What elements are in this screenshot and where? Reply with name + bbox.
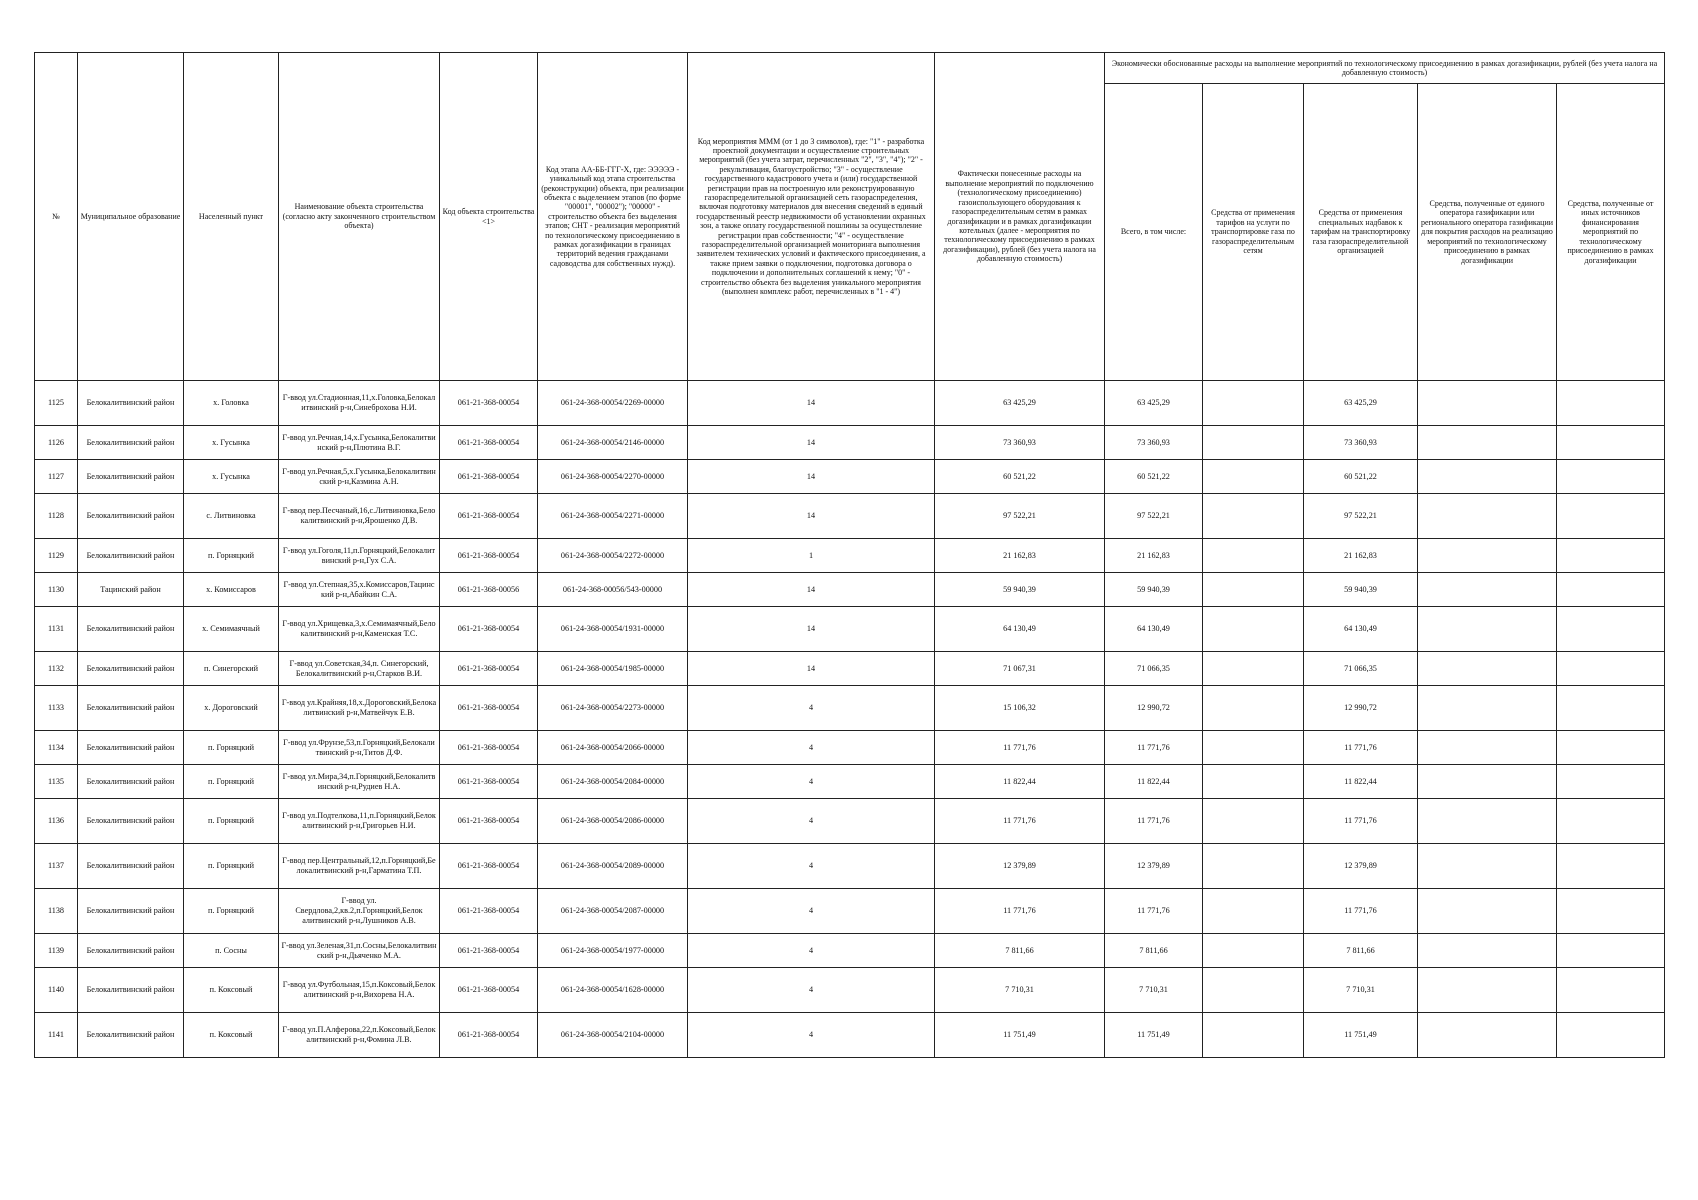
operator-funds-cell bbox=[1418, 426, 1557, 460]
header-total: Всего, в том числе: bbox=[1105, 84, 1203, 381]
object-name-cell: Г-ввод ул.Крайняя,18,х.Дороговский,Белока литвинский р-н,Матвейчук Е.В. bbox=[279, 686, 440, 731]
stage-code-cell: 061-24-368-00054/2146-00000 bbox=[538, 426, 688, 460]
settlement-cell: п. Горняцкий bbox=[184, 799, 279, 844]
other-sources-cell bbox=[1557, 889, 1665, 934]
activity-code-cell: 14 bbox=[688, 494, 935, 539]
table-row bbox=[35, 765, 1665, 799]
settlement-cell: п. Горняцкий bbox=[184, 844, 279, 889]
table-row bbox=[35, 799, 1665, 844]
actual-costs-cell: 59 940,39 bbox=[935, 573, 1105, 607]
tariff-transport-cell bbox=[1203, 573, 1304, 607]
total-cell: 11 751,49 bbox=[1105, 1013, 1203, 1058]
row-no-cell: 1137 bbox=[35, 844, 78, 889]
tariff-transport-cell bbox=[1203, 539, 1304, 573]
row-no-cell: 1129 bbox=[35, 539, 78, 573]
actual-costs-cell: 15 106,32 bbox=[935, 686, 1105, 731]
settlement-cell: х. Гусынка bbox=[184, 460, 279, 494]
object-code-cell: 061-21-368-00054 bbox=[440, 460, 538, 494]
object-code-cell: 061-21-368-00054 bbox=[440, 539, 538, 573]
total-cell: 7 710,31 bbox=[1105, 968, 1203, 1013]
operator-funds-cell bbox=[1418, 494, 1557, 539]
total-cell: 7 811,66 bbox=[1105, 934, 1203, 968]
total-cell: 12 379,89 bbox=[1105, 844, 1203, 889]
activity-code-cell: 4 bbox=[688, 686, 935, 731]
actual-costs-cell: 7 811,66 bbox=[935, 934, 1105, 968]
row-no-cell: 1135 bbox=[35, 765, 78, 799]
municipality-cell: Белокалитвинский район bbox=[78, 934, 184, 968]
header-object-name: Наименование объекта строительства (согласно акту законченного строительством объекта) bbox=[279, 53, 440, 381]
operator-funds-cell bbox=[1418, 844, 1557, 889]
special-surcharge-cell: 7 811,66 bbox=[1304, 934, 1418, 968]
settlement-cell: п. Синегорский bbox=[184, 652, 279, 686]
table-row bbox=[35, 889, 1665, 934]
stage-code-cell: 061-24-368-00054/2270-00000 bbox=[538, 460, 688, 494]
row-no-cell: 1125 bbox=[35, 381, 78, 426]
table-row bbox=[35, 381, 1665, 426]
stage-code-cell: 061-24-368-00054/2272-00000 bbox=[538, 539, 688, 573]
object-code-cell: 061-21-368-00054 bbox=[440, 607, 538, 652]
object-code-cell: 061-21-368-00054 bbox=[440, 968, 538, 1013]
table-row bbox=[35, 934, 1665, 968]
settlement-cell: п. Коксовый bbox=[184, 1013, 279, 1058]
operator-funds-cell bbox=[1418, 968, 1557, 1013]
table-row bbox=[35, 844, 1665, 889]
special-surcharge-cell: 11 822,44 bbox=[1304, 765, 1418, 799]
municipality-cell: Белокалитвинский район bbox=[78, 889, 184, 934]
special-surcharge-cell: 11 771,76 bbox=[1304, 731, 1418, 765]
object-code-cell: 061-21-368-00054 bbox=[440, 731, 538, 765]
operator-funds-cell bbox=[1418, 889, 1557, 934]
special-surcharge-cell: 59 940,39 bbox=[1304, 573, 1418, 607]
stage-code-cell: 061-24-368-00054/2086-00000 bbox=[538, 799, 688, 844]
special-surcharge-cell: 73 360,93 bbox=[1304, 426, 1418, 460]
other-sources-cell bbox=[1557, 426, 1665, 460]
header-object-code: Код объекта строительства <1> bbox=[440, 53, 538, 381]
settlement-cell: п. Сосны bbox=[184, 934, 279, 968]
row-no-cell: 1138 bbox=[35, 889, 78, 934]
total-cell: 11 771,76 bbox=[1105, 731, 1203, 765]
stage-code-cell: 061-24-368-00054/2104-00000 bbox=[538, 1013, 688, 1058]
object-name-cell: Г-ввод пер.Центральный,12,п.Горняцкий,Бе локалитвинский р-н,Гарматина Т.П. bbox=[279, 844, 440, 889]
other-sources-cell bbox=[1557, 799, 1665, 844]
object-name-cell: Г-ввод ул.Речная,5,х.Гусынка,Белокалитвин ский р-н,Казмина А.Н. bbox=[279, 460, 440, 494]
object-name-cell: Г-ввод ул.Фрунзе,53,п.Горняцкий,Белокали твинский р-н,Титов Д.Ф. bbox=[279, 731, 440, 765]
settlement-cell: п. Коксовый bbox=[184, 968, 279, 1013]
object-code-cell: 061-21-368-00056 bbox=[440, 573, 538, 607]
special-surcharge-cell: 63 425,29 bbox=[1304, 381, 1418, 426]
object-code-cell: 061-21-368-00054 bbox=[440, 686, 538, 731]
object-code-cell: 061-21-368-00054 bbox=[440, 494, 538, 539]
other-sources-cell bbox=[1557, 968, 1665, 1013]
settlement-cell: х. Гусынка bbox=[184, 426, 279, 460]
settlement-cell: с. Литвиновка bbox=[184, 494, 279, 539]
actual-costs-cell: 60 521,22 bbox=[935, 460, 1105, 494]
activity-code-cell: 14 bbox=[688, 426, 935, 460]
actual-costs-cell: 97 522,21 bbox=[935, 494, 1105, 539]
other-sources-cell bbox=[1557, 934, 1665, 968]
actual-costs-cell: 11 771,76 bbox=[935, 731, 1105, 765]
row-no-cell: 1130 bbox=[35, 573, 78, 607]
operator-funds-cell bbox=[1418, 1013, 1557, 1058]
operator-funds-cell bbox=[1418, 460, 1557, 494]
other-sources-cell bbox=[1557, 844, 1665, 889]
municipality-cell: Белокалитвинский район bbox=[78, 539, 184, 573]
activity-code-cell: 4 bbox=[688, 934, 935, 968]
tariff-transport-cell bbox=[1203, 934, 1304, 968]
object-name-cell: Г-ввод ул.Мира,34,п.Горняцкий,Белокалитв инский р-н,Рудиев Н.А. bbox=[279, 765, 440, 799]
tariff-transport-cell bbox=[1203, 1013, 1304, 1058]
operator-funds-cell bbox=[1418, 799, 1557, 844]
row-no-cell: 1127 bbox=[35, 460, 78, 494]
tariff-transport-cell bbox=[1203, 799, 1304, 844]
object-name-cell: Г-ввод ул.Футбольная,15,п.Коксовый,Белок алитвинский р-н,Вихорева Н.А. bbox=[279, 968, 440, 1013]
special-surcharge-cell: 12 379,89 bbox=[1304, 844, 1418, 889]
object-name-cell: Г-ввод ул.Стадионная,11,х.Головка,Белокал итвинский р-н,Синеброхова Н.И. bbox=[279, 381, 440, 426]
object-code-cell: 061-21-368-00054 bbox=[440, 381, 538, 426]
stage-code-cell: 061-24-368-00054/1931-00000 bbox=[538, 607, 688, 652]
header-no: № bbox=[35, 53, 78, 381]
other-sources-cell bbox=[1557, 686, 1665, 731]
total-cell: 64 130,49 bbox=[1105, 607, 1203, 652]
header-settlement: Населенный пункт bbox=[184, 53, 279, 381]
tariff-transport-cell bbox=[1203, 731, 1304, 765]
tariff-transport-cell bbox=[1203, 765, 1304, 799]
stage-code-cell: 061-24-368-00054/1977-00000 bbox=[538, 934, 688, 968]
total-cell: 59 940,39 bbox=[1105, 573, 1203, 607]
other-sources-cell bbox=[1557, 494, 1665, 539]
settlement-cell: х. Семимаячный bbox=[184, 607, 279, 652]
tariff-transport-cell bbox=[1203, 460, 1304, 494]
actual-costs-cell: 63 425,29 bbox=[935, 381, 1105, 426]
row-no-cell: 1131 bbox=[35, 607, 78, 652]
table-row bbox=[35, 968, 1665, 1013]
other-sources-cell bbox=[1557, 607, 1665, 652]
municipality-cell: Белокалитвинский район bbox=[78, 381, 184, 426]
tariff-transport-cell bbox=[1203, 652, 1304, 686]
operator-funds-cell bbox=[1418, 686, 1557, 731]
table-row bbox=[35, 494, 1665, 539]
actual-costs-cell: 11 751,49 bbox=[935, 1013, 1105, 1058]
object-code-cell: 061-21-368-00054 bbox=[440, 765, 538, 799]
table-body bbox=[35, 381, 1665, 1058]
row-no-cell: 1140 bbox=[35, 968, 78, 1013]
object-code-cell: 061-21-368-00054 bbox=[440, 889, 538, 934]
header-special-surcharge: Средства от применения специальных надбавок к тарифам на транспортировку газа газораспределительной организацией bbox=[1304, 84, 1418, 381]
total-cell: 21 162,83 bbox=[1105, 539, 1203, 573]
total-cell: 11 771,76 bbox=[1105, 889, 1203, 934]
document-sheet bbox=[34, 52, 1664, 1058]
header-tariff-transport: Средства от применения тарифов на услуги по транспортировке газа по газораспределительным сетям bbox=[1203, 84, 1304, 381]
stage-code-cell: 061-24-368-00054/2066-00000 bbox=[538, 731, 688, 765]
total-cell: 63 425,29 bbox=[1105, 381, 1203, 426]
tariff-transport-cell bbox=[1203, 686, 1304, 731]
municipality-cell: Белокалитвинский район bbox=[78, 799, 184, 844]
municipality-cell: Белокалитвинский район bbox=[78, 1013, 184, 1058]
header-operator-funds: Средства, полученные от единого оператора газификации или регионального оператора газификации для покрытия расходов на реализацию мероприятий по технологическому присоединению в рамках догазификации bbox=[1418, 84, 1557, 381]
row-no-cell: 1128 bbox=[35, 494, 78, 539]
actual-costs-cell: 12 379,89 bbox=[935, 844, 1105, 889]
settlement-cell: х. Дороговский bbox=[184, 686, 279, 731]
operator-funds-cell bbox=[1418, 539, 1557, 573]
table-row bbox=[35, 426, 1665, 460]
total-cell: 73 360,93 bbox=[1105, 426, 1203, 460]
activity-code-cell: 4 bbox=[688, 731, 935, 765]
municipality-cell: Белокалитвинский район bbox=[78, 731, 184, 765]
object-name-cell: Г-ввод ул.Зеленая,31,п.Сосны,Белокалитвин ский р-н,Дьяченко М.А. bbox=[279, 934, 440, 968]
row-no-cell: 1132 bbox=[35, 652, 78, 686]
tariff-transport-cell bbox=[1203, 844, 1304, 889]
header-activity-code: Код мероприятия МММ (от 1 до 3 символов), где: "1" - разработка проектной документации и осуществление строительных мероприятий (без учета затрат, перечисленных "2", "3", "4"); "2" - рекультивация, благоустройство; "3" - осуществление государственного кадастрового учета и (или) государственной регистрации прав на построенную или реконструированную газораспределительной организацией сеть газораспределения, включая подготовку материалов для внесения сведений в единый государственный реестр недвижимости об установлении охранных зон, а также оплату государственной пошлины за осуществление регистрации прав собственности; "4" - осуществление газораспределительной организацией мониторинга выполнения заявителем технических условий и фактического присоединения, а также прием заявки о подключении, подготовка договора о подключении и дополнительных соглашений к нему; "0" - строительство объекта без выделения уникального мероприятия (выполнен комплекс работ, перечисленных в "1 - 4") bbox=[688, 53, 935, 381]
stage-code-cell: 061-24-368-00054/2084-00000 bbox=[538, 765, 688, 799]
special-surcharge-cell: 60 521,22 bbox=[1304, 460, 1418, 494]
row-no-cell: 1134 bbox=[35, 731, 78, 765]
tariff-transport-cell bbox=[1203, 968, 1304, 1013]
object-code-cell: 061-21-368-00054 bbox=[440, 844, 538, 889]
other-sources-cell bbox=[1557, 765, 1665, 799]
total-cell: 71 066,35 bbox=[1105, 652, 1203, 686]
activity-code-cell: 4 bbox=[688, 799, 935, 844]
header-econ-group: Экономически обоснованные расходы на выполнение мероприятий по технологическому присоединению в рамках догазификации, рублей (без учета налога на добавленную стоимость) bbox=[1105, 53, 1665, 84]
table-row bbox=[35, 731, 1665, 765]
actual-costs-cell: 73 360,93 bbox=[935, 426, 1105, 460]
table-row bbox=[35, 539, 1665, 573]
row-no-cell: 1139 bbox=[35, 934, 78, 968]
settlement-cell: п. Горняцкий bbox=[184, 889, 279, 934]
operator-funds-cell bbox=[1418, 652, 1557, 686]
municipality-cell: Белокалитвинский район bbox=[78, 426, 184, 460]
object-name-cell: Г-ввод ул.П.Алферова,22,п.Коксовый,Белок алитвинский р-н,Фомина Л.В. bbox=[279, 1013, 440, 1058]
special-surcharge-cell: 7 710,31 bbox=[1304, 968, 1418, 1013]
activity-code-cell: 14 bbox=[688, 652, 935, 686]
municipality-cell: Тацинский район bbox=[78, 573, 184, 607]
table-row bbox=[35, 652, 1665, 686]
operator-funds-cell bbox=[1418, 573, 1557, 607]
actual-costs-cell: 11 771,76 bbox=[935, 799, 1105, 844]
other-sources-cell bbox=[1557, 539, 1665, 573]
settlement-cell: п. Горняцкий bbox=[184, 731, 279, 765]
activity-code-cell: 4 bbox=[688, 844, 935, 889]
settlement-cell: п. Горняцкий bbox=[184, 765, 279, 799]
municipality-cell: Белокалитвинский район bbox=[78, 460, 184, 494]
table-row bbox=[35, 573, 1665, 607]
header-actual-costs: Фактически понесенные расходы на выполнение мероприятий по подключению (технологическому присоединению) газоиспользующего оборудования к газораспределительным сетям в рамках догазификации и в рамках догазификации котельных (далее - мероприятия по технологическому присоединению в рамках догазификации), рублей (без учета налога на добавленную стоимость) bbox=[935, 53, 1105, 381]
tariff-transport-cell bbox=[1203, 889, 1304, 934]
actual-costs-cell: 11 771,76 bbox=[935, 889, 1105, 934]
settlement-cell: п. Горняцкий bbox=[184, 539, 279, 573]
operator-funds-cell bbox=[1418, 731, 1557, 765]
tariff-transport-cell bbox=[1203, 494, 1304, 539]
header-stage-code: Код этапа АА-ББ-ГГГ-Х, где: ЭЭЭЭЭ - уникальный код этапа строительства (реконструкции) объекта, при реализации объекта с выделением этапов (по форме "00001", "00002"); "00000" - строительство объекта без выделения этапов; СНТ - реализация мероприятий по технологическому присоединению в рамках догазификации в границах территорий ведения гражданами садоводства для собственных нужд). bbox=[538, 53, 688, 381]
object-name-cell: Г-ввод ул.Хрищевка,3,х.Семимаячный,Бело калитвинский р-н,Каменская Т.С. bbox=[279, 607, 440, 652]
object-code-cell: 061-21-368-00054 bbox=[440, 426, 538, 460]
municipality-cell: Белокалитвинский район bbox=[78, 968, 184, 1013]
municipality-cell: Белокалитвинский район bbox=[78, 844, 184, 889]
stage-code-cell: 061-24-368-00054/1628-00000 bbox=[538, 968, 688, 1013]
special-surcharge-cell: 21 162,83 bbox=[1304, 539, 1418, 573]
special-surcharge-cell: 71 066,35 bbox=[1304, 652, 1418, 686]
municipality-cell: Белокалитвинский район bbox=[78, 652, 184, 686]
special-surcharge-cell: 11 771,76 bbox=[1304, 889, 1418, 934]
table-row bbox=[35, 1013, 1665, 1058]
row-no-cell: 1133 bbox=[35, 686, 78, 731]
settlement-cell: х. Головка bbox=[184, 381, 279, 426]
total-cell: 12 990,72 bbox=[1105, 686, 1203, 731]
municipality-cell: Белокалитвинский район bbox=[78, 607, 184, 652]
object-code-cell: 061-21-368-00054 bbox=[440, 799, 538, 844]
total-cell: 11 771,76 bbox=[1105, 799, 1203, 844]
connection-costs-table bbox=[34, 52, 1665, 1058]
other-sources-cell bbox=[1557, 573, 1665, 607]
row-no-cell: 1136 bbox=[35, 799, 78, 844]
municipality-cell: Белокалитвинский район bbox=[78, 494, 184, 539]
municipality-cell: Белокалитвинский район bbox=[78, 765, 184, 799]
activity-code-cell: 14 bbox=[688, 460, 935, 494]
other-sources-cell bbox=[1557, 460, 1665, 494]
total-cell: 11 822,44 bbox=[1105, 765, 1203, 799]
special-surcharge-cell: 12 990,72 bbox=[1304, 686, 1418, 731]
actual-costs-cell: 7 710,31 bbox=[935, 968, 1105, 1013]
operator-funds-cell bbox=[1418, 381, 1557, 426]
total-cell: 97 522,21 bbox=[1105, 494, 1203, 539]
tariff-transport-cell bbox=[1203, 426, 1304, 460]
other-sources-cell bbox=[1557, 1013, 1665, 1058]
activity-code-cell: 4 bbox=[688, 765, 935, 799]
table-row bbox=[35, 686, 1665, 731]
activity-code-cell: 1 bbox=[688, 539, 935, 573]
actual-costs-cell: 71 067,31 bbox=[935, 652, 1105, 686]
object-code-cell: 061-21-368-00054 bbox=[440, 934, 538, 968]
actual-costs-cell: 21 162,83 bbox=[935, 539, 1105, 573]
header-municipality: Муниципальное образование bbox=[78, 53, 184, 381]
stage-code-cell: 061-24-368-00054/2273-00000 bbox=[538, 686, 688, 731]
table-row bbox=[35, 607, 1665, 652]
object-code-cell: 061-21-368-00054 bbox=[440, 1013, 538, 1058]
row-no-cell: 1141 bbox=[35, 1013, 78, 1058]
object-name-cell: Г-ввод ул.Советская,34,п. Синегорский, Белокалитвинский р-н,Старков В.И. bbox=[279, 652, 440, 686]
operator-funds-cell bbox=[1418, 607, 1557, 652]
table-row bbox=[35, 460, 1665, 494]
other-sources-cell bbox=[1557, 381, 1665, 426]
actual-costs-cell: 64 130,49 bbox=[935, 607, 1105, 652]
header-other-sources: Средства, полученные от иных источников финансирования мероприятий по технологическому присоединению в рамках догазификации bbox=[1557, 84, 1665, 381]
special-surcharge-cell: 11 751,49 bbox=[1304, 1013, 1418, 1058]
stage-code-cell: 061-24-368-00054/2087-00000 bbox=[538, 889, 688, 934]
other-sources-cell bbox=[1557, 731, 1665, 765]
municipality-cell: Белокалитвинский район bbox=[78, 686, 184, 731]
activity-code-cell: 4 bbox=[688, 1013, 935, 1058]
special-surcharge-cell: 64 130,49 bbox=[1304, 607, 1418, 652]
operator-funds-cell bbox=[1418, 934, 1557, 968]
actual-costs-cell: 11 822,44 bbox=[935, 765, 1105, 799]
object-name-cell: Г-ввод ул. Свердлова,2,кв.2,п.Горняцкий,Белок алитвинский р-н,Лушников А.В. bbox=[279, 889, 440, 934]
stage-code-cell: 061-24-368-00054/2089-00000 bbox=[538, 844, 688, 889]
row-no-cell: 1126 bbox=[35, 426, 78, 460]
activity-code-cell: 4 bbox=[688, 968, 935, 1013]
settlement-cell: х. Комиссаров bbox=[184, 573, 279, 607]
object-name-cell: Г-ввод ул.Речная,14,х.Гусынка,Белокалитви нский р-н,Плютина В.Г. bbox=[279, 426, 440, 460]
stage-code-cell: 061-24-368-00056/543-00000 bbox=[538, 573, 688, 607]
other-sources-cell bbox=[1557, 652, 1665, 686]
object-name-cell: Г-ввод ул.Подтелкова,11,п.Горняцкий,Белок алитвинский р-н,Григорьев Н.И. bbox=[279, 799, 440, 844]
object-name-cell: Г-ввод пер.Песчаный,16,с.Литвиновка,Бело калитвинский р-н,Ярошенко Д.В. bbox=[279, 494, 440, 539]
stage-code-cell: 061-24-368-00054/2271-00000 bbox=[538, 494, 688, 539]
object-code-cell: 061-21-368-00054 bbox=[440, 652, 538, 686]
object-name-cell: Г-ввод ул.Гоголя,11,п.Горняцкий,Белокалит винский р-н,Гух С.А. bbox=[279, 539, 440, 573]
stage-code-cell: 061-24-368-00054/2269-00000 bbox=[538, 381, 688, 426]
total-cell: 60 521,22 bbox=[1105, 460, 1203, 494]
object-name-cell: Г-ввод ул.Степная,35,х.Комиссаров,Тацинс кий р-н,Абайкин С.А. bbox=[279, 573, 440, 607]
operator-funds-cell bbox=[1418, 765, 1557, 799]
activity-code-cell: 4 bbox=[688, 889, 935, 934]
special-surcharge-cell: 11 771,76 bbox=[1304, 799, 1418, 844]
special-surcharge-cell: 97 522,21 bbox=[1304, 494, 1418, 539]
activity-code-cell: 14 bbox=[688, 381, 935, 426]
activity-code-cell: 14 bbox=[688, 573, 935, 607]
activity-code-cell: 14 bbox=[688, 607, 935, 652]
tariff-transport-cell bbox=[1203, 607, 1304, 652]
stage-code-cell: 061-24-368-00054/1985-00000 bbox=[538, 652, 688, 686]
tariff-transport-cell bbox=[1203, 381, 1304, 426]
